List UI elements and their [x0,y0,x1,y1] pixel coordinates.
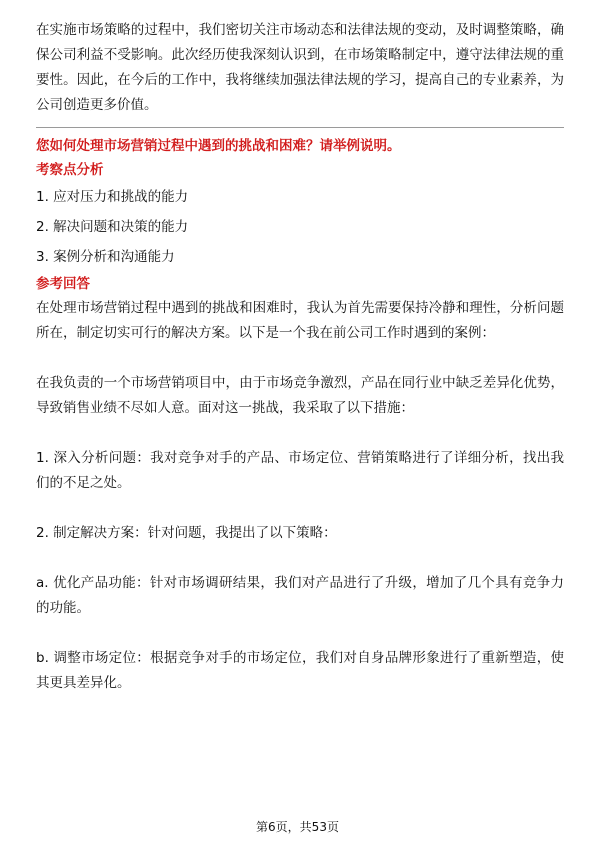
paragraph-gap [36,346,564,371]
paragraph-gap [36,421,564,446]
answer-paragraph: b. 调整市场定位：根据竞争对手的市场定位，我们对自身品牌形象进行了重新塑造，使其更具差异化。 [36,650,564,691]
analysis-point: 2. 解决问题和决策的能力 [36,219,189,235]
answer-paragraph: 2. 制定解决方案：针对问题，我提出了以下策略： [36,525,337,541]
answer-paragraph: 在我负责的一个市场营销项目中，由于市场竞争激烈，产品在同行业中缺乏差异化优势，导致销售业绩不尽如人意。面对这一挑战，我采取了以下措施： [36,375,564,416]
section-divider [36,127,564,128]
answer-heading: 参考回答 [36,276,90,292]
previous-answer-paragraph: 在实施市场策略的过程中，我们密切关注市场动态和法律法规的变动，及时调整策略，确保公司利益不受影响。此次经历使我深刻认识到，在市场策略制定中，遵守法律法规的重要性。因此，在今后的工作中，我将继续加强法律法规的学习，提高自己的专业素养，为公司创造更多价值。 [36,22,564,113]
answer-paragraph: 在处理市场营销过程中遇到的挑战和困难时，我认为首先需要保持冷静和理性，分析问题所在，制定切实可行的解决方案。以下是一个我在前公司工作时遇到的案例： [36,300,564,341]
analysis-point: 3. 案例分析和沟通能力 [36,249,175,265]
answer-paragraph: a. 优化产品功能：针对市场调研结果，我们对产品进行了升级，增加了几个具有竞争力的功能。 [36,575,564,616]
interview-question: 您如何处理市场营销过程中遇到的挑战和困难？请举例说明。 [36,138,401,154]
analysis-point: 1. 应对压力和挑战的能力 [36,189,189,205]
answer-paragraph: 1. 深入分析问题：我对竞争对手的产品、市场定位、营销策略进行了详细分析，找出我们的不足之处。 [36,450,564,491]
document-page [36,18,564,696]
analysis-heading: 考察点分析 [36,162,104,178]
page-number-footer: 第6页，共53页 [256,820,339,834]
paragraph-gap [36,621,564,646]
paragraph-gap [36,496,564,521]
paragraph-gap [36,546,564,571]
